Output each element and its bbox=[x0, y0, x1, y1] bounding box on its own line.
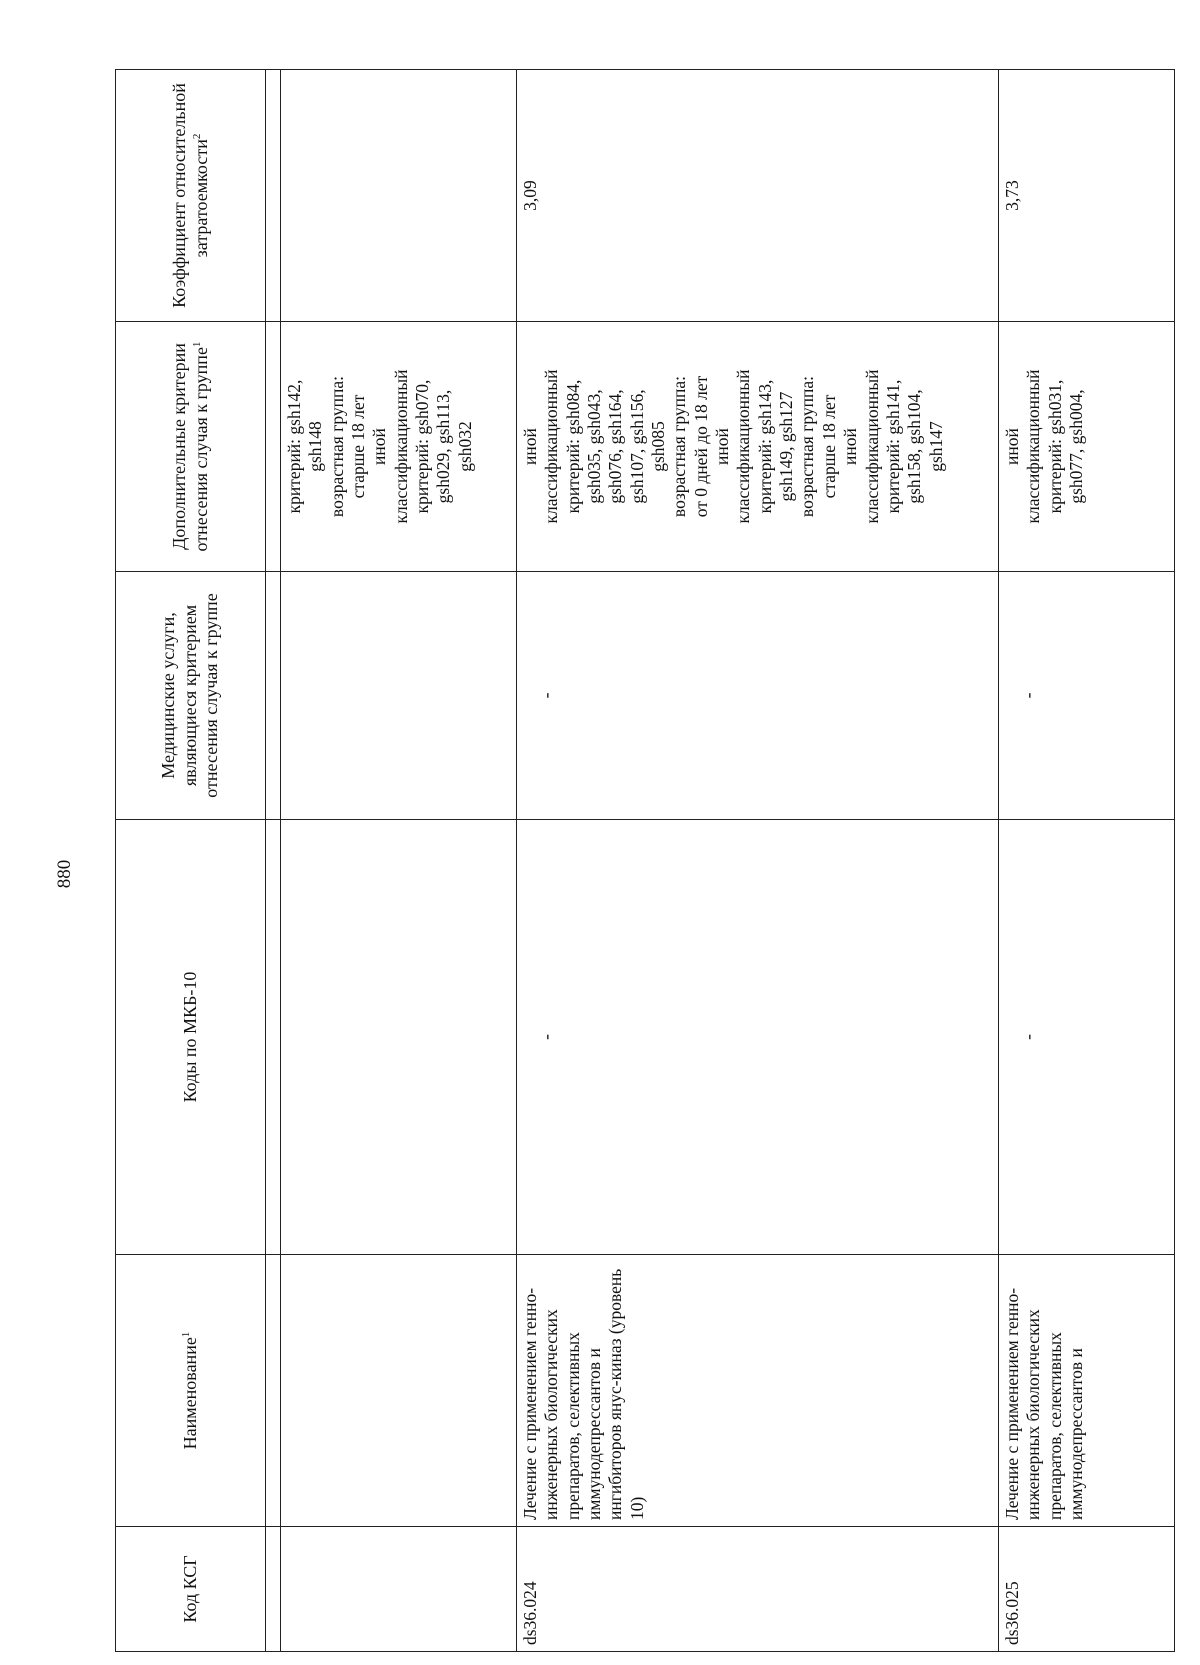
row2-services: - bbox=[999, 572, 1175, 820]
row1-criteria-line: gsh035, gsh043, bbox=[584, 389, 605, 504]
row1-name: Лечение с применением генно-инженерных биологических препаратов, селективных иммунодепрессантов и ингибиторов янус-киназ (уровень 10) bbox=[517, 1255, 999, 1527]
row1-criteria-cell bbox=[517, 322, 999, 572]
row1-criteria-line: иной bbox=[840, 428, 861, 465]
row2-code: ds36.025 bbox=[999, 1527, 1175, 1652]
header-code: Код КСГ bbox=[116, 1527, 266, 1652]
continuation-criteria-line: старше 18 лет bbox=[348, 394, 369, 499]
row2-coef: 3,73 bbox=[999, 70, 1175, 322]
row1-criteria-line: критерий: gsh084, bbox=[562, 379, 583, 514]
row1-criteria-line: критерий: gsh143, bbox=[754, 379, 775, 514]
row1-criteria-line: критерий: gsh141, bbox=[882, 379, 903, 514]
row1-criteria-line: иной bbox=[520, 428, 540, 465]
table-row bbox=[517, 70, 999, 1652]
continuation-criteria-line: gsh029, gsh113, bbox=[433, 389, 454, 504]
row1-criteria-line: gsh085 bbox=[648, 421, 669, 472]
continuation-criteria-line: критерий: gsh142, bbox=[284, 379, 304, 514]
header-services: Медицинские услуги, являющиеся критерием отнесения случая к группе bbox=[116, 572, 266, 820]
page-number bbox=[50, 854, 80, 894]
row1-criteria-line: старше 18 лет bbox=[818, 394, 839, 499]
row1-criteria-line: классификационный bbox=[861, 369, 882, 524]
header-coef: Коэффициент относительной затратоемкости$^2$ bbox=[116, 70, 266, 322]
header-icd: Коды по МКБ-10 bbox=[116, 820, 266, 1255]
row1-code: ds36.024 bbox=[517, 1527, 999, 1652]
row1-criteria-line: классификационный bbox=[541, 369, 562, 524]
row2-criteria-line: gsh077, gsh004, bbox=[1066, 389, 1087, 504]
row2-criteria-line: иной bbox=[1002, 428, 1022, 465]
row1-criteria-line: gsh076, gsh164, bbox=[605, 389, 626, 504]
row2-name: Лечение с применением генно-инженерных биологических препаратов, селективных иммунодепрессантов и bbox=[999, 1255, 1175, 1527]
row1-criteria-line: gsh149, gsh127 bbox=[776, 391, 797, 502]
header-row bbox=[116, 70, 266, 1652]
continuation-criteria-cell bbox=[281, 322, 517, 572]
continuation-criteria-line: gsh032 bbox=[454, 421, 475, 472]
continuation-criteria-line: возрастная группа: bbox=[326, 375, 347, 518]
row2-icd: - bbox=[999, 820, 1175, 1255]
ksg-table bbox=[115, 69, 1175, 1652]
continuation-criteria-line: классификационный bbox=[390, 369, 411, 524]
continuation-criteria-line: gsh148 bbox=[305, 421, 326, 472]
row1-criteria-line: от 0 дней до 18 лет bbox=[690, 375, 711, 518]
row1-criteria-line: gsh158, gsh104, bbox=[904, 389, 925, 504]
row1-coef: 3,09 bbox=[517, 70, 999, 322]
row2-criteria-line: критерий: gsh031, bbox=[1044, 379, 1065, 514]
row1-criteria-line: возрастная группа: bbox=[797, 375, 818, 518]
header-name: Наименование$^1$ bbox=[116, 1255, 266, 1527]
row2-criteria-line: классификационный bbox=[1023, 369, 1044, 524]
row1-criteria-line: иной bbox=[712, 428, 733, 465]
continuation-criteria-line: иной bbox=[369, 428, 390, 465]
continuation-row bbox=[281, 70, 517, 1652]
page-number-text: 880 bbox=[54, 859, 75, 889]
column-number-row bbox=[266, 70, 281, 1652]
row1-criteria-line: gsh107, gsh156, bbox=[626, 389, 647, 504]
row1-icd: - bbox=[517, 820, 999, 1255]
row1-criteria-line: gsh147 bbox=[925, 421, 946, 472]
row1-criteria-line: возрастная группа: bbox=[669, 375, 690, 518]
row2-criteria-cell bbox=[999, 322, 1175, 572]
header-criteria: Дополнительные критерии отнесения случая к группе$^1$ bbox=[116, 322, 266, 572]
row1-services: - bbox=[517, 572, 999, 820]
row1-criteria-line: классификационный bbox=[733, 369, 754, 524]
rotated-table-wrapper bbox=[115, 70, 1175, 1652]
table-row bbox=[999, 70, 1175, 1652]
continuation-criteria-line: критерий: gsh070, bbox=[412, 379, 433, 514]
